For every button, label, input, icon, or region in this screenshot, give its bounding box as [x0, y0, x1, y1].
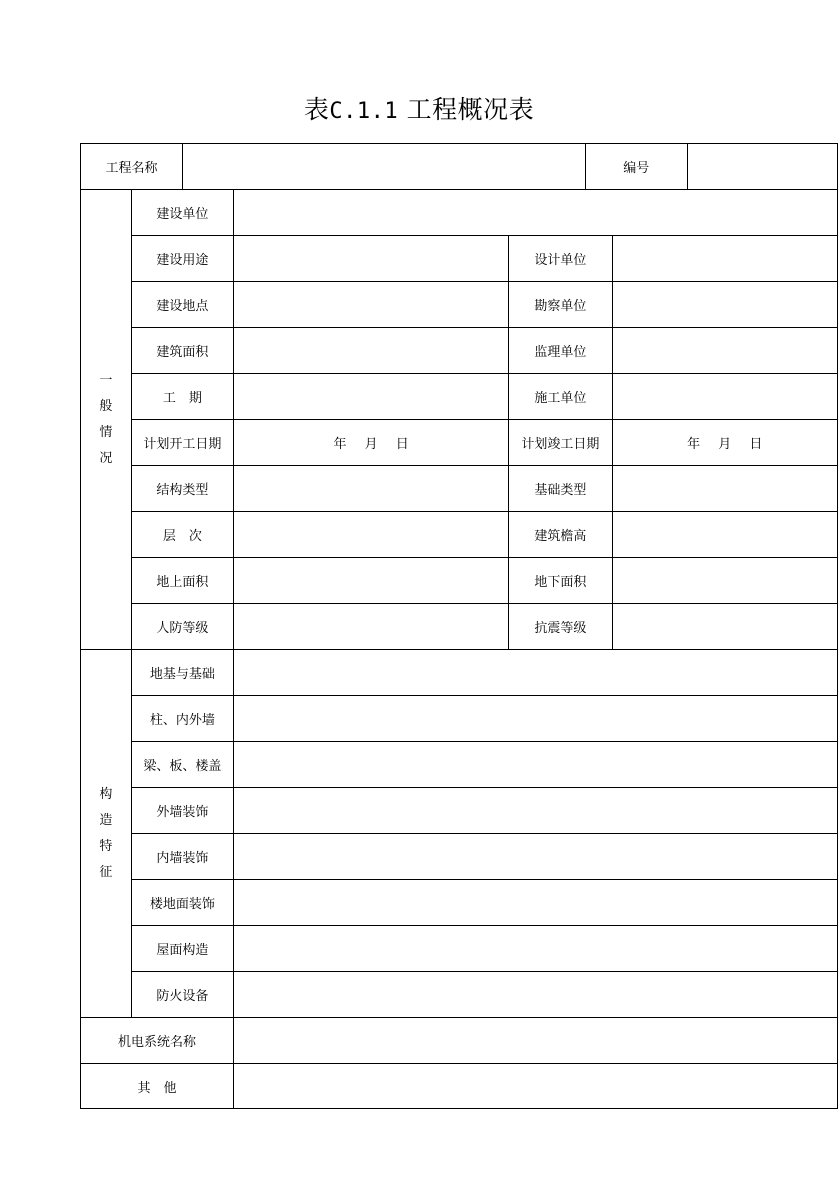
structure-label-char: 征	[99, 864, 113, 880]
structure-label-char: 特	[99, 838, 113, 854]
structure-label-char: 造	[99, 812, 113, 828]
mep-system-field[interactable]	[234, 1018, 838, 1064]
underground-area-field[interactable]	[612, 558, 837, 604]
floors-label: 层 次	[131, 512, 233, 558]
building-area-field[interactable]	[234, 328, 509, 374]
contractor-unit-label: 施工单位	[509, 374, 612, 420]
planned-finish-label: 计划竣工日期	[509, 420, 612, 466]
underground-area-label: 地下面积	[509, 558, 612, 604]
structure-type-label: 结构类型	[131, 466, 233, 512]
duration-field[interactable]	[234, 374, 509, 420]
form-title	[0, 92, 838, 130]
planned-finish-field[interactable]: 年 月 日	[612, 420, 837, 466]
supervision-unit-field[interactable]	[612, 328, 837, 374]
beams-slabs-label: 梁、板、楼盖	[131, 742, 233, 788]
eave-height-label: 建筑檐高	[509, 512, 612, 558]
other-label: 其 他	[81, 1064, 234, 1109]
roof-construction-label: 屋面构造	[131, 926, 233, 972]
construction-unit-label: 建设单位	[131, 190, 233, 236]
general-label-char: 况	[99, 450, 113, 466]
design-unit-label: 设计单位	[509, 236, 612, 282]
project-name-field[interactable]	[183, 144, 586, 190]
project-name-label: 工程名称	[81, 144, 183, 190]
above-ground-area-field[interactable]	[234, 558, 509, 604]
contractor-unit-field[interactable]	[612, 374, 837, 420]
general-section-label	[81, 190, 132, 650]
construction-unit-field[interactable]	[234, 190, 838, 236]
survey-unit-field[interactable]	[612, 282, 837, 328]
title-name: 工程概况表	[406, 95, 535, 124]
planned-start-label: 计划开工日期	[131, 420, 233, 466]
exterior-finish-field[interactable]	[234, 788, 838, 834]
floors-field[interactable]	[234, 512, 509, 558]
project-overview-table	[80, 143, 838, 1109]
number-label: 编号	[586, 144, 688, 190]
civil-defense-level-field[interactable]	[234, 604, 509, 650]
general-label-char: 般	[99, 398, 113, 414]
location-field[interactable]	[234, 282, 509, 328]
seismic-level-label: 抗震等级	[509, 604, 612, 650]
floor-finish-label: 楼地面装饰	[131, 880, 233, 926]
floor-finish-field[interactable]	[234, 880, 838, 926]
mep-system-label: 机电系统名称	[81, 1018, 234, 1064]
structure-label-char: 构	[99, 786, 113, 802]
structure-type-field[interactable]	[234, 466, 509, 512]
building-area-label: 建筑面积	[131, 328, 233, 374]
supervision-unit-label: 监理单位	[509, 328, 612, 374]
beams-slabs-field[interactable]	[234, 742, 838, 788]
roof-construction-field[interactable]	[234, 926, 838, 972]
foundation-type-label: 基础类型	[509, 466, 612, 512]
usage-field[interactable]	[234, 236, 509, 282]
foundation-field[interactable]	[234, 650, 838, 696]
general-label-char: 一	[99, 372, 113, 388]
interior-finish-field[interactable]	[234, 834, 838, 880]
title-prefix: 表	[303, 95, 330, 124]
planned-start-field[interactable]: 年 月 日	[234, 420, 509, 466]
fire-equipment-field[interactable]	[234, 972, 838, 1018]
duration-label: 工 期	[131, 374, 233, 420]
structure-section-label	[81, 650, 132, 1018]
design-unit-field[interactable]	[612, 236, 837, 282]
seismic-level-field[interactable]	[612, 604, 837, 650]
number-field[interactable]	[687, 144, 837, 190]
foundation-label: 地基与基础	[131, 650, 233, 696]
usage-label: 建设用途	[131, 236, 233, 282]
eave-height-field[interactable]	[612, 512, 837, 558]
civil-defense-level-label: 人防等级	[131, 604, 233, 650]
location-label: 建设地点	[131, 282, 233, 328]
survey-unit-label: 勘察单位	[509, 282, 612, 328]
fire-equipment-label: 防火设备	[131, 972, 233, 1018]
other-field[interactable]	[234, 1064, 838, 1109]
foundation-type-field[interactable]	[612, 466, 837, 512]
interior-finish-label: 内墙装饰	[131, 834, 233, 880]
above-ground-area-label: 地上面积	[131, 558, 233, 604]
exterior-finish-label: 外墙装饰	[131, 788, 233, 834]
title-code: C.1.1	[329, 99, 399, 124]
general-label-char: 情	[99, 424, 113, 440]
columns-walls-label: 柱、内外墙	[131, 696, 233, 742]
columns-walls-field[interactable]	[234, 696, 838, 742]
